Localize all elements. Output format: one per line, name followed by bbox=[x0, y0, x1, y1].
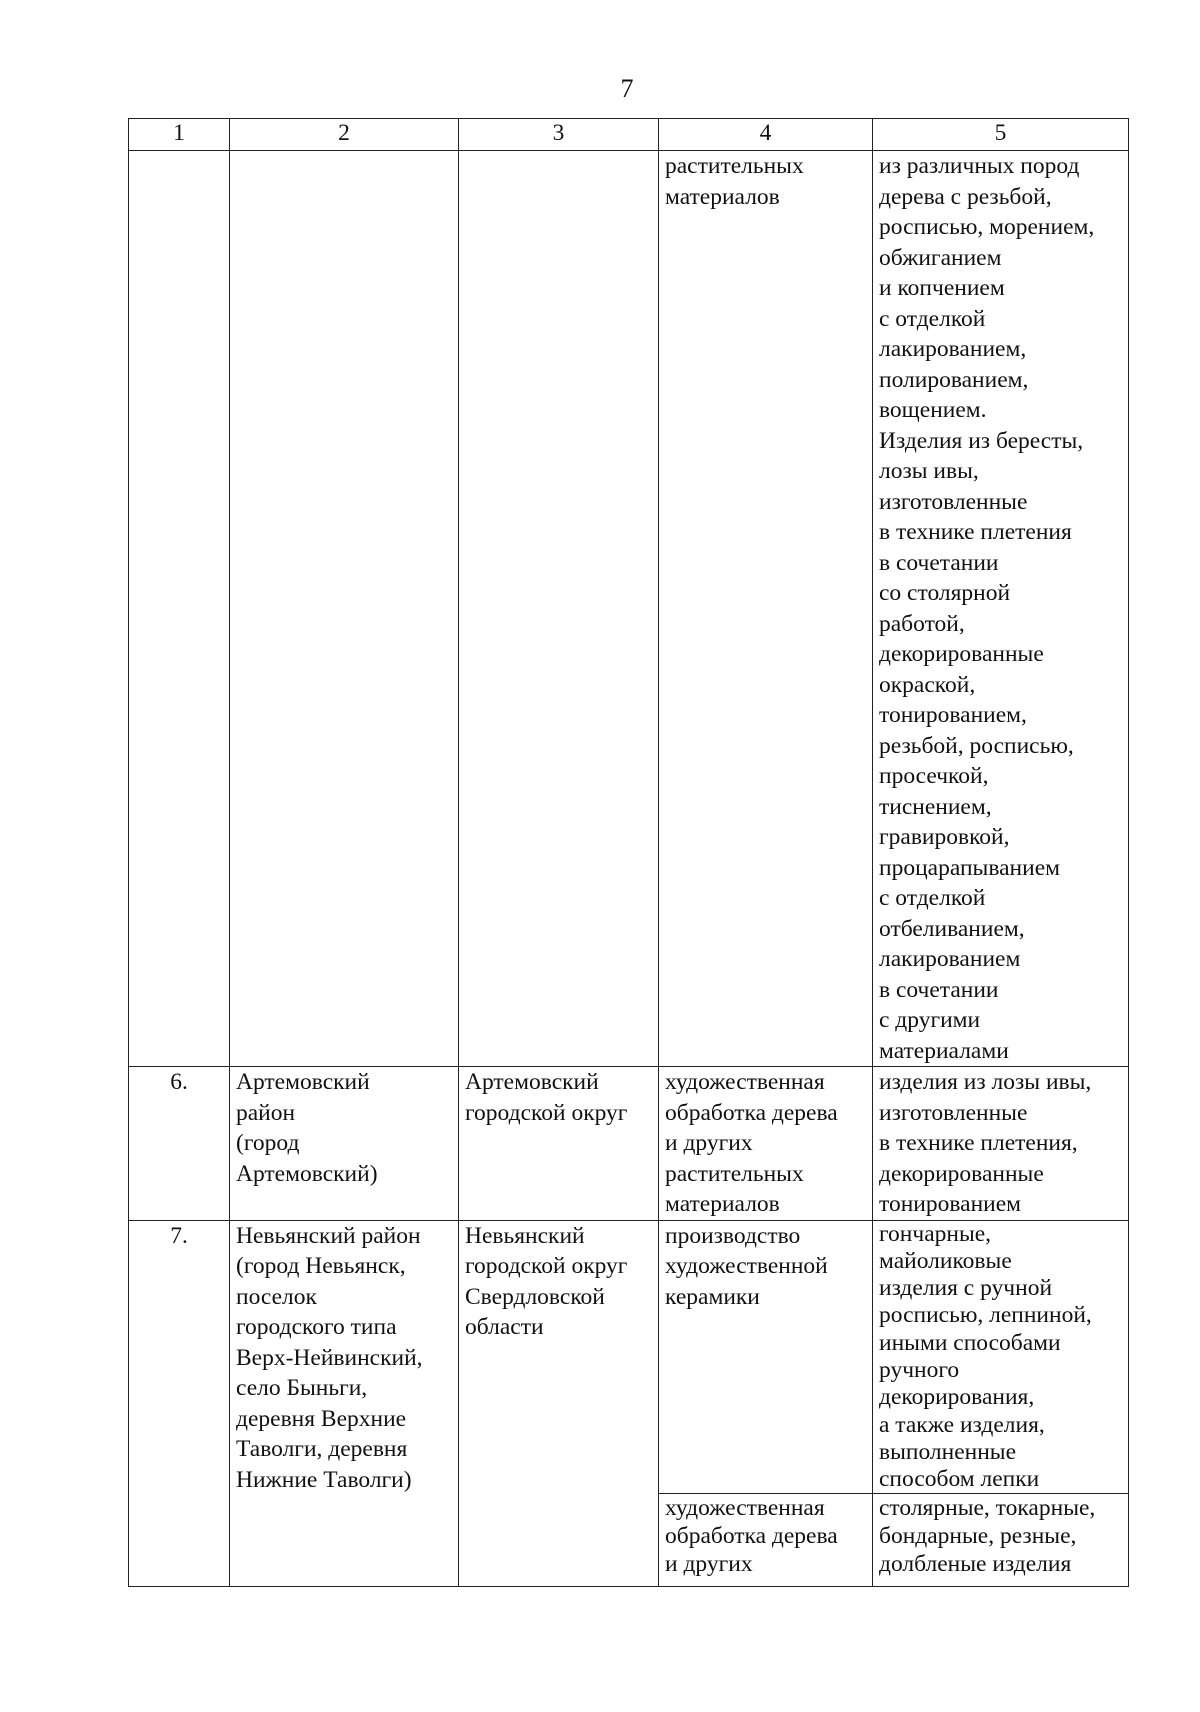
table-row-7 bbox=[129, 1220, 1129, 1494]
page-number: 7 bbox=[620, 74, 634, 103]
cell-district: Невьянский район (город Невьянск, поселок городского типа Верх-Нейвинский, село Быньги, деревня Верхние Таволги, деревня Нижние Таволги) bbox=[230, 1220, 459, 1587]
cell-district bbox=[230, 151, 459, 1067]
cell-number bbox=[129, 151, 230, 1067]
cell-municipality: Невьянский городской округ Свердловской области bbox=[459, 1220, 659, 1587]
cell-activity: растительных материалов bbox=[659, 151, 873, 1067]
cell-products: из различных пород дерева с резьбой, росписью, морением, обжиганием и копчением с отделкой лакированием, полированием, вощением. Изделия из бересты, лозы ивы, изготовленные в технике плетения в сочетании со столярной работой, декорированные окраской, тонированием, резьбой, росписью, просечкой, тиснением, гравировкой, процарапыванием с отделкой отбеливанием, лакированием в сочетании с другими материалами bbox=[873, 151, 1129, 1067]
crafts-table bbox=[128, 118, 1129, 1587]
header-cell-2: 2 bbox=[230, 119, 459, 151]
row-number: 6. bbox=[129, 1067, 230, 1221]
table-header-row bbox=[129, 119, 1129, 151]
cell-municipality bbox=[459, 151, 659, 1067]
cell-activity: художественная обработка дерева и других растительных материалов bbox=[659, 1067, 873, 1221]
cell-activity: производство художественной керамики bbox=[659, 1220, 873, 1494]
header-cell-1: 1 bbox=[129, 119, 230, 151]
cell-activity: художественная обработка дерева и других bbox=[659, 1494, 873, 1587]
cell-products: изделия из лозы ивы, изготовленные в технике плетения, декорированные тонированием bbox=[873, 1067, 1129, 1221]
cell-municipality: Артемовский городской округ bbox=[459, 1067, 659, 1221]
cell-products: гончарные, майоликовые изделия с ручной росписью, лепниной, иными способами ручного декорирования, а также изделия, выполненные способом лепки bbox=[873, 1220, 1129, 1494]
cell-district: Артемовский район (город Артемовский) bbox=[230, 1067, 459, 1221]
header-cell-4: 4 bbox=[659, 119, 873, 151]
table-row-6 bbox=[129, 1067, 1129, 1221]
row-number: 7. bbox=[129, 1220, 230, 1587]
table-row-continuation bbox=[129, 151, 1129, 1067]
header-cell-3: 3 bbox=[459, 119, 659, 151]
header-cell-5: 5 bbox=[873, 119, 1129, 151]
cell-products: столярные, токарные, бондарные, резные, долбленые изделия bbox=[873, 1494, 1129, 1587]
